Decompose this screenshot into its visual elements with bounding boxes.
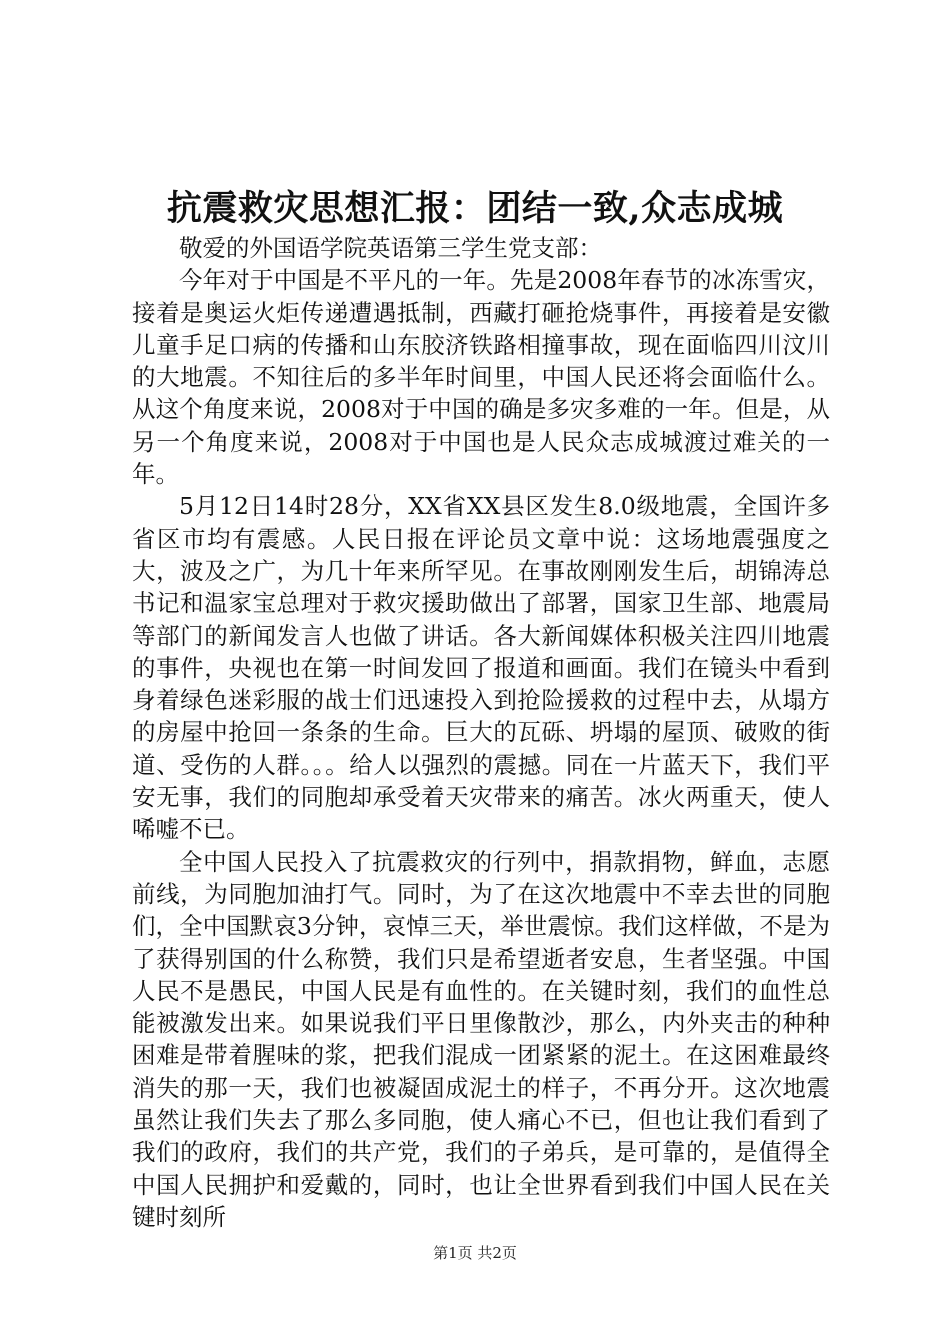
paragraph-1: 今年对于中国是不平凡的一年。先是2008年春节的冰冻雪灾，接着是奥运火炬传递遭遇抵制，西藏打砸抢烧事件，再接着是安徽儿童手足口病的传播和山东胶济铁路相撞事故，现在面临四川汶川的大地震。不知往后的多半年时间里，中国人民还将会面临什么。从这个角度来说，2008对于中国的确是多灾多难的一年。但是，从另一个角度来说，2008对于中国也是人民众志成城渡过难关的一年。 bbox=[132, 266, 830, 489]
paragraph-2: 5月12日14时28分，XX省XX县区发生8.0级地震，全国许多省区市均有震感。人民日报在评论员文章中说：这场地震强度之大，波及之广，为几十年来所罕见。在事故刚刚发生后，胡锦涛总书记和温家宝总理对于救灾援助做出了部署，国家卫生部、地震局等部门的新闻发言人也做了讲话。各大新闻媒体积极关注四川地震的事件，央视也在第一时间发回了报道和画面。我们在镜头中看到身着绿色迷彩服的战士们迅速投入到抢险援救的过程中去，从塌方的房屋中抢回一条条的生命。巨大的瓦砾、坍塌的屋顶、破败的街道、受伤的人群。。。给人以强烈的震撼。同在一片蓝天下，我们平安无事，我们的同胞却承受着天灾带来的痛苦。冰火两重天，使人唏嘘不已。 bbox=[132, 492, 830, 844]
paragraph-3: 全中国人民投入了抗震救灾的行列中，捐款捐物，鲜血，志愿前线，为同胞加油打气。同时，为了在这次地震中不幸去世的同胞们，全中国默哀3分钟，哀悼三天，举世震惊。我们这样做，不是为了获得别国的什么称赞，我们只是希望逝者安息，生者坚强。中国人民不是愚民，中国人民是有血性的。在关键时刻，我们的血性总能被激发出来。如果说我们平日里像散沙，那么，内外夹击的种种困难是带着腥味的浆，把我们混成一团紧紧的泥土。在这困难最终消失的那一天，我们也被凝固成泥土的样子，不再分开。这次地震虽然让我们失去了那么多同胞，使人痛心不已，但也让我们看到了我们的政府，我们的共产党，我们的子弟兵，是可靠的，是值得全中国人民拥护和爱戴的，同时，也让全世界看到我们中国人民在关键时刻所 bbox=[132, 847, 830, 1231]
document-body bbox=[132, 232, 830, 1233]
salutation: 敬爱的外国语学院英语第三学生党支部： bbox=[179, 234, 602, 262]
document-title: 抗震救灾思想汇报：团结一致,众志成城 bbox=[166, 188, 784, 229]
page-footer: 第1页 共2页 bbox=[433, 1244, 517, 1262]
